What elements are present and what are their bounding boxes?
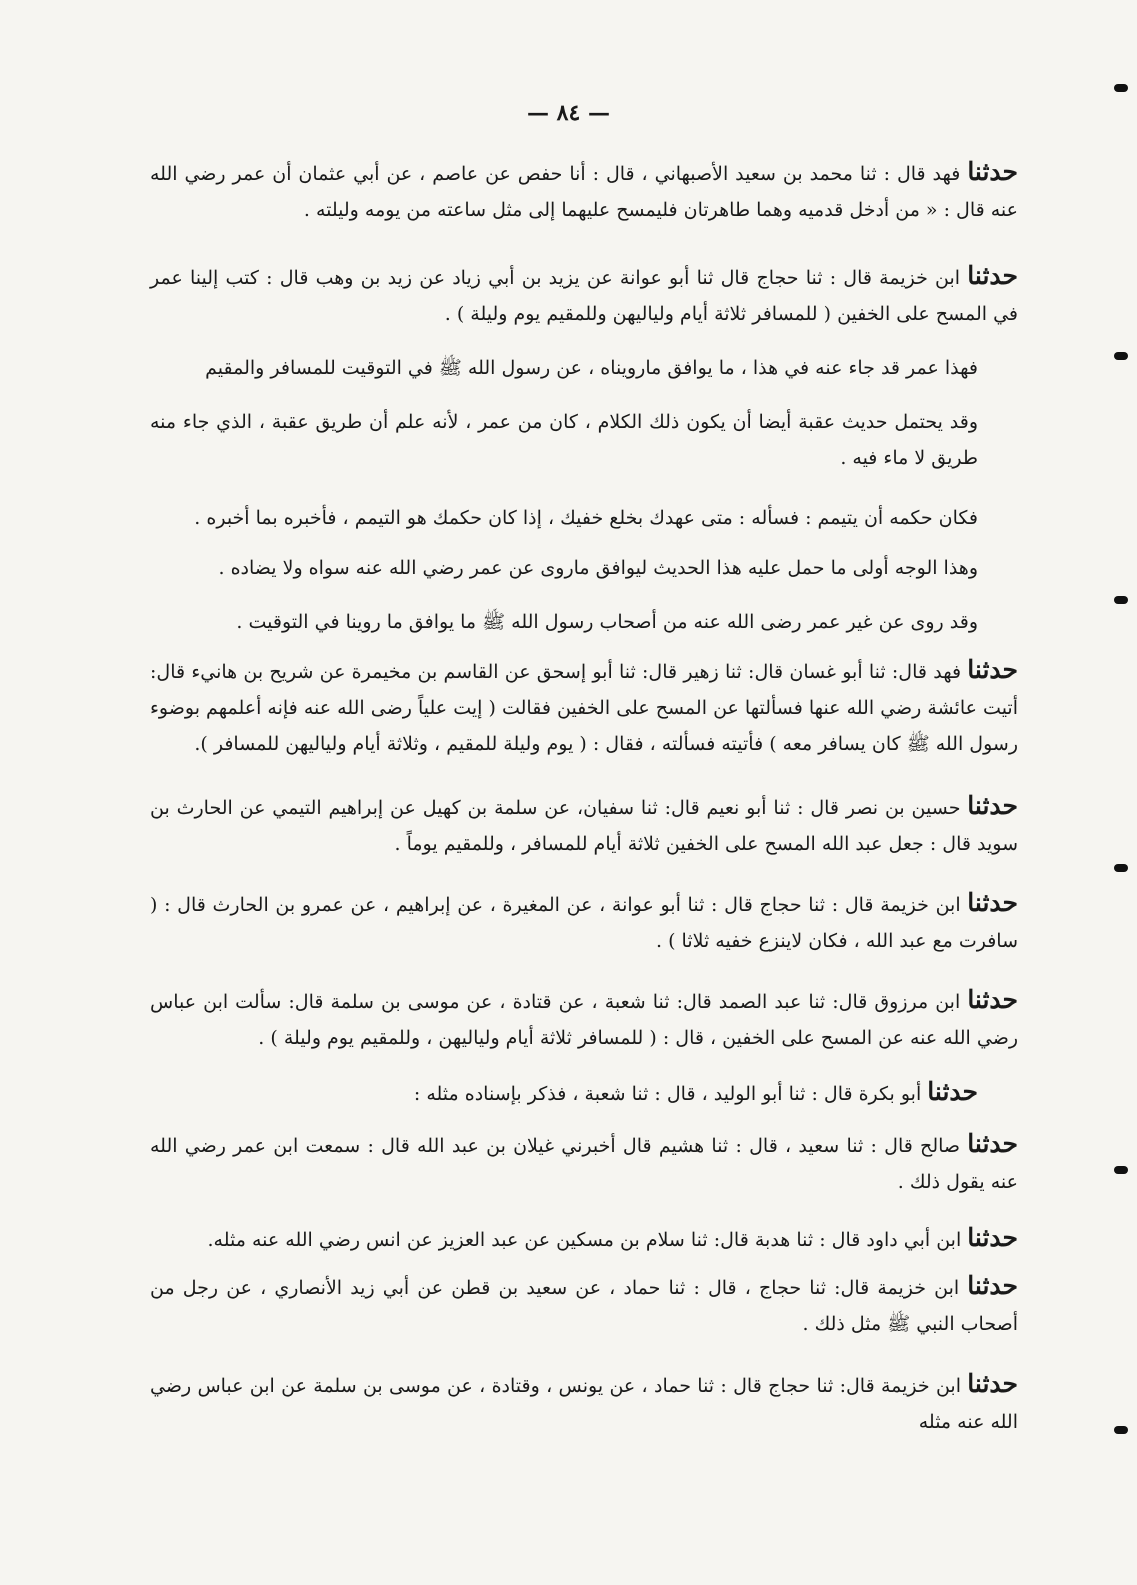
paragraph: [150, 258, 1018, 332]
paragraph-text: ابن خزيمة قال: ثنا حجاج قال : ثنا حماد ، عن يونس ، وقتادة ، عن موسى بن سلمة عن ابن عباس رضي الله عنه مثله: [150, 1375, 1018, 1433]
paragraph: [150, 885, 1018, 959]
lead-word: حدثنا: [967, 261, 1018, 290]
paragraph-text: ابن أبي داود قال : ثنا هدبة قال: ثنا سلام بن مسكين عن عبد العزيز عن انس رضي الله عنه مثله.: [207, 1229, 962, 1251]
paragraph-text: أبو بكرة قال : ثنا أبو الوليد ، قال : ثنا شعبة ، فذكر بإسناده مثله :: [413, 1083, 922, 1105]
paragraph-text: وقد روى عن غير عمر رضى الله عنه من أصحاب رسول الله ﷺ ما يوافق ما روينا في التوقيت .: [236, 611, 978, 633]
lead-word: حدثنا: [967, 157, 1019, 186]
paragraph: [150, 1074, 1018, 1112]
paragraph: [150, 1126, 1018, 1200]
paragraph: [150, 404, 1018, 476]
paragraph-text: وقد يحتمل حديث عقبة أيضا أن يكون ذلك الكلام ، كان من عمر ، لأنه علم أن طريق عقبة ، الذي جاء منه طريق لا ماء فيه .: [150, 411, 978, 469]
lead-word: حدثنا: [967, 1223, 1018, 1252]
paragraph: [150, 982, 1018, 1056]
lead-word: حدثنا: [967, 888, 1018, 917]
paragraph-text: حسين بن نصر قال : ثنا أبو نعيم قال: ثنا سفيان، عن سلمة بن كهيل عن إبراهيم التيمي عن الحارث بن سويد قال : جعل عبد الله المسح على الخفين ثلاثة أيام للمسافر ، وللمقيم يوماً .: [150, 797, 1018, 855]
scan-edge-mark: [1114, 84, 1128, 92]
paragraph-text: فهذا عمر قد جاء عنه في هذا ، ما يوافق مارويناه ، عن رسول الله ﷺ في التوقيت للمسافر والمقيم: [205, 357, 978, 379]
paragraph-text: فكان حكمه أن يتيمم : فسأله : متى عهدك بخلع خفيك ، إذا كان حكمك هو التيمم ، فأخبره بما أخبره .: [194, 507, 978, 529]
paragraph-text: ابن خزيمة قال : ثنا حجاج قال : ثنا أبو عوانة ، عن المغيرة ، عن إبراهيم ، عن عمرو بن الحارث قال : ( سافرت مع عبد الله ، فكان لاينزع خفيه ثلاثا ) .: [150, 894, 1018, 952]
paragraph-text: وهذا الوجه أولى ما حمل عليه هذا الحديث ليوافق ماروى عن عمر رضي الله عنه سواه ولا يضاده .: [218, 557, 978, 579]
paragraph: [150, 350, 1018, 386]
paragraph: [150, 604, 1018, 640]
lead-word: حدثنا: [967, 985, 1019, 1014]
paragraph: [150, 500, 1018, 536]
paragraph-text: صالح قال : ثنا سعيد ، قال : ثنا هشيم قال أخبرني غيلان بن عبد الله قال : سمعت ابن عمر رضي الله عنه يقول ذلك .: [150, 1135, 1018, 1193]
paragraph: [150, 1220, 1018, 1258]
paragraph-text: ابن مرزوق قال: ثنا عبد الصمد قال: ثنا شعبة ، عن قتادة ، عن موسى بن سلمة قال: سألت ابن عباس رضي الله عنه عن المسح على الخفين ، قال : ( للمسافر ثلاثة أيام ولياليهن ، وللمقيم يوم وليلة ) .: [150, 991, 1018, 1049]
lead-word: حدثنا: [927, 1077, 978, 1106]
lead-word: حدثنا: [967, 1129, 1018, 1158]
lead-word: حدثنا: [967, 1369, 1018, 1398]
paragraph: [150, 788, 1018, 862]
paragraph-text: ابن خزيمة قال : ثنا حجاج قال ثنا أبو عوانة عن يزيد بن أبي زياد عن زيد بن وهب قال : كتب إلينا عمر في المسح على الخفين ( للمسافر ثلاثة أيام ولياليهن وللمقيم يوم وليلة ) .: [150, 267, 1018, 325]
scan-edge-mark: [1114, 864, 1128, 872]
paragraph: [150, 1366, 1018, 1440]
paragraph-text: فهد قال : ثنا محمد بن سعيد الأصبهاني ، قال : أنا حفص عن عاصم ، عن أبي عثمان أن عمر رضي الله عنه قال : « من أدخل قدميه وهما طاهرتان فليمسح عليهما إلى مثل ساعته من يومه وليلته .: [150, 163, 1018, 221]
page-number: — ٨٤ —: [527, 100, 610, 126]
lead-word: حدثنا: [967, 791, 1018, 820]
scan-edge-mark: [1114, 1426, 1128, 1434]
paragraph: [150, 652, 1018, 762]
lead-word: حدثنا: [967, 1271, 1018, 1300]
scan-edge-mark: [1114, 1166, 1128, 1174]
lead-word: حدثنا: [967, 655, 1018, 684]
paragraph: [150, 1268, 1018, 1342]
paragraph-text: ابن خزيمة قال: ثنا حجاج ، قال : ثنا حماد ، عن سعيد بن قطن عن أبي زيد الأنصاري ، عن رجل من أصحاب النبي ﷺ مثل ذلك .: [150, 1277, 1018, 1335]
scan-edge-mark: [1114, 596, 1128, 604]
paragraph: [150, 550, 1018, 586]
paragraph: [150, 154, 1018, 228]
paragraph-text: فهد قال: ثنا أبو غسان قال: ثنا زهير قال: ثنا أبو إسحق عن القاسم بن مخيمرة عن شريح بن هانيء قال: أتيت عائشة رضي الله عنها فسألتها عن المسح على الخفين فقالت ( إيت علياً رضى الله عنه فإنه أعلمهم بوضوء رسول الله ﷺ كان يسافر معه ) فأتيته فسألته ، فقال : ( يوم وليلة للمقيم ، وثلاثة أيام ولياليهن للمسافر ).: [150, 661, 1018, 755]
scan-edge-mark: [1114, 352, 1128, 360]
